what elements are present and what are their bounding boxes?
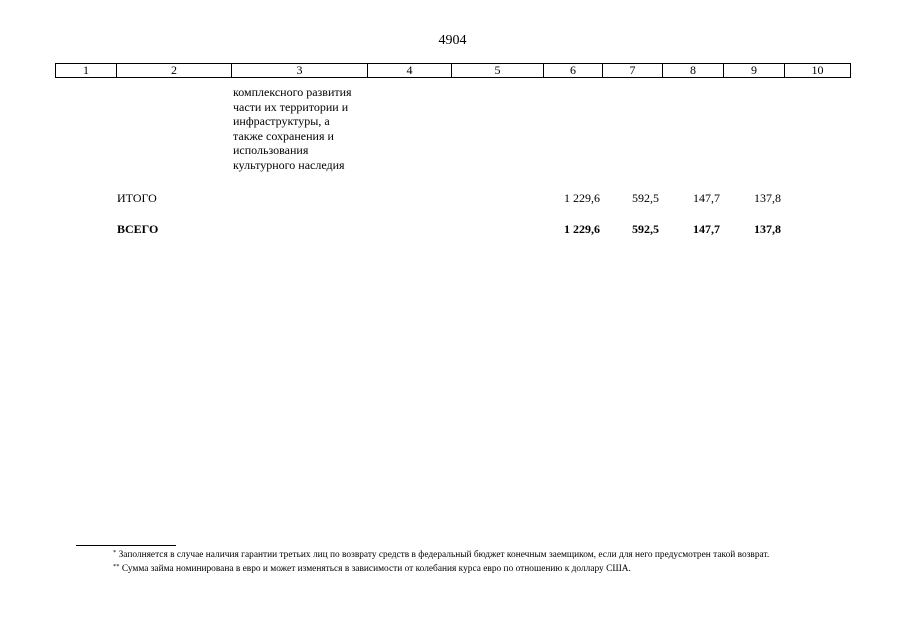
footnote-2	[113, 563, 631, 574]
column-header-3: 3	[296, 63, 303, 77]
vsego-row	[0, 222, 905, 238]
vsego-col8-value: 147,7	[693, 222, 720, 236]
column-header-5: 5	[494, 63, 501, 77]
description-line: культурного наследия	[233, 157, 345, 172]
itogo-col8-value: 147,7	[693, 191, 720, 205]
column-header-4: 4	[406, 63, 413, 77]
footnote-text: Заполняется в случае наличия гарантии третьих лиц по возврату средств в федеральный бюджет конечным заемщиком, если для него предусмотрен такой возврат.	[118, 550, 770, 560]
footnote-1	[113, 549, 769, 560]
description-continuation	[233, 85, 373, 173]
footnote-mark: *	[113, 549, 117, 556]
description-line: также сохранения и	[233, 128, 334, 143]
description-line: использования	[233, 143, 309, 158]
vsego-col9-value: 137,8	[754, 222, 781, 236]
column-header-8: 8	[690, 63, 696, 77]
footnote-separator	[76, 545, 176, 546]
column-number-header	[55, 63, 851, 78]
column-header-2: 2	[171, 63, 177, 77]
vsego-label: ВСЕГО	[117, 222, 159, 236]
column-header-1: 1	[83, 63, 89, 77]
itogo-label: ИТОГО	[117, 191, 157, 205]
itogo-col7-value: 592,5	[632, 191, 659, 205]
vsego-col7-value: 592,5	[632, 222, 659, 236]
description-line: инфраструктуры, а	[233, 114, 330, 129]
column-header-9: 9	[751, 63, 757, 77]
page-number: 4904	[438, 33, 467, 48]
description-line: части их территории и	[233, 99, 349, 114]
column-header-7: 7	[629, 63, 636, 77]
itogo-col6-value: 1 229,6	[564, 191, 600, 205]
footnote-text: Сумма займа номинирована в евро и может изменяться в зависимости от колебания курса евро по отношению к доллару США.	[121, 564, 631, 574]
vsego-col6-value: 1 229,6	[564, 222, 600, 236]
column-header-10: 10	[811, 63, 824, 77]
itogo-row	[0, 191, 905, 207]
itogo-col9-value: 137,8	[754, 191, 781, 205]
footnote-mark: **	[113, 563, 120, 570]
description-line: комплексного развития	[233, 85, 352, 99]
column-header-6: 6	[570, 63, 576, 77]
